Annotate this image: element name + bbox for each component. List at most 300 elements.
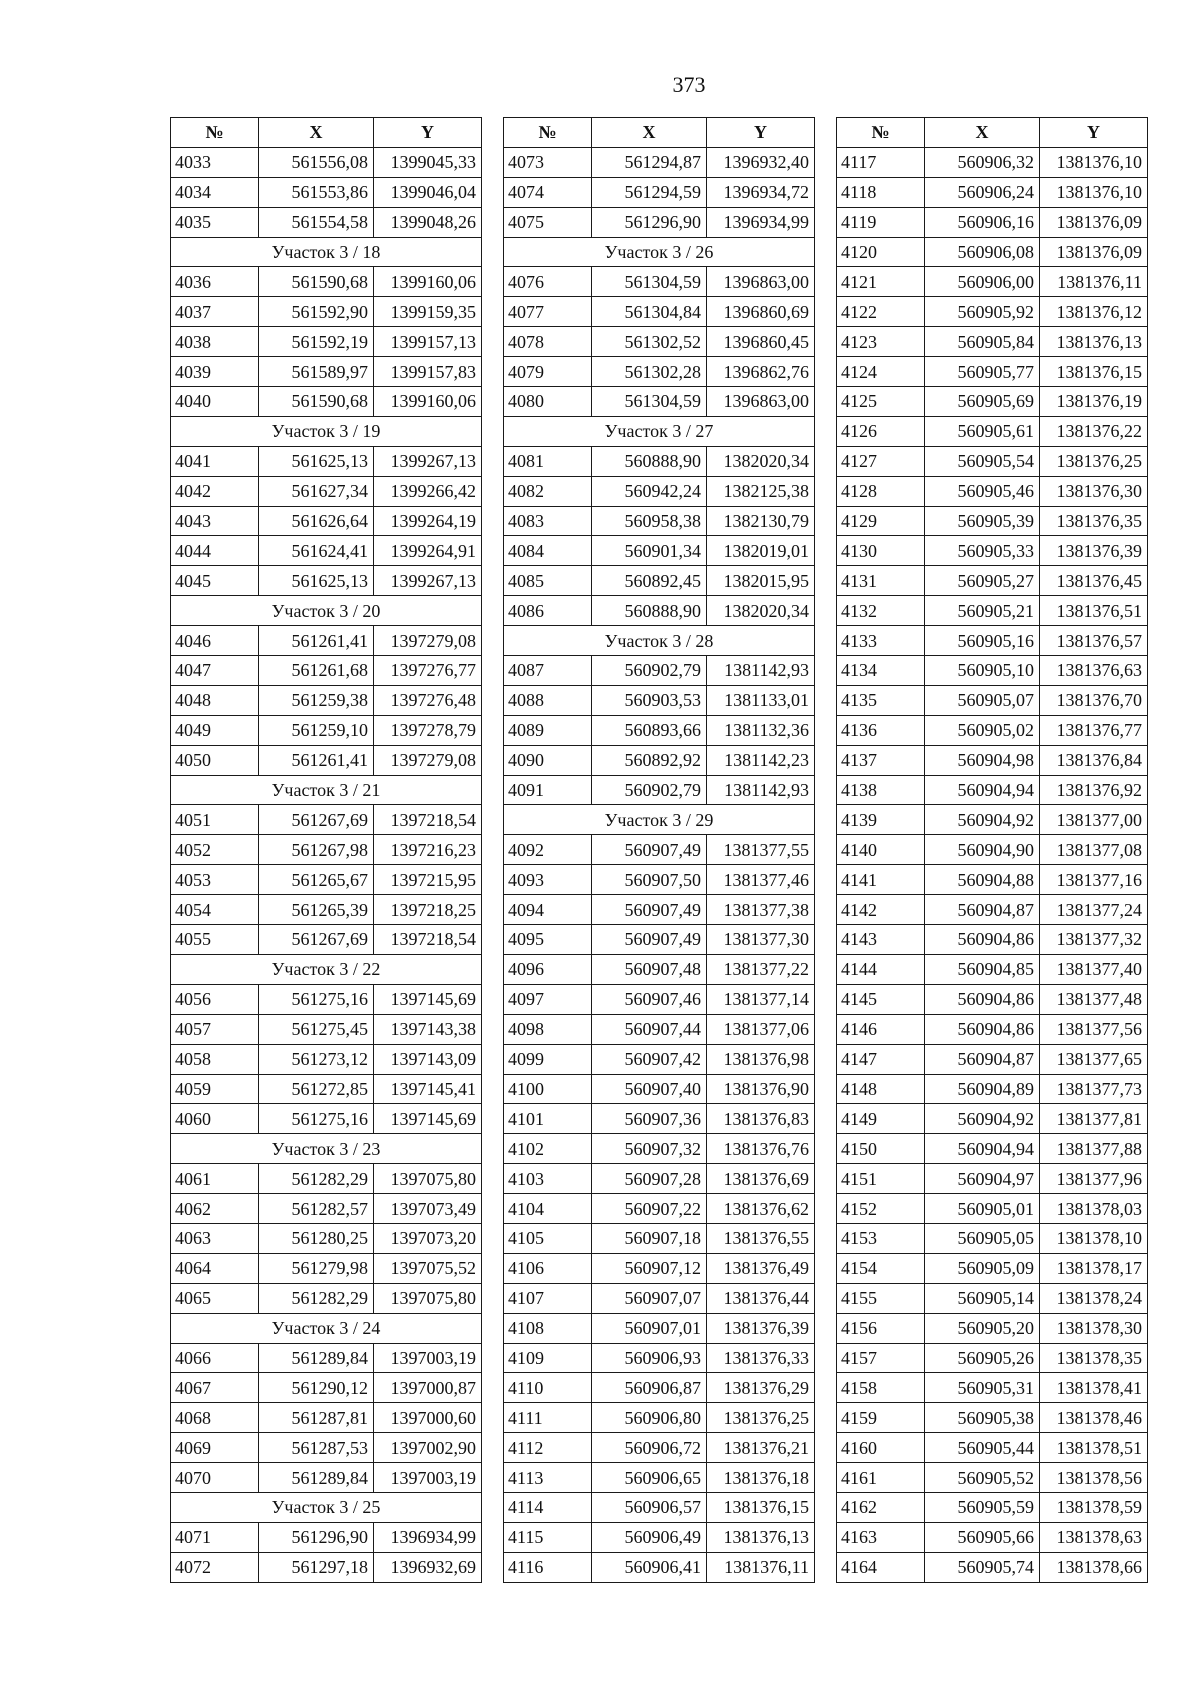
table-row (171, 1044, 482, 1074)
table-row (504, 685, 815, 715)
x-coordinate: 560905,44 (925, 1433, 1040, 1463)
table-row (837, 1104, 1148, 1134)
x-coordinate: 560907,50 (592, 865, 707, 895)
table-row (837, 745, 1148, 775)
x-coordinate: 560905,07 (925, 685, 1040, 715)
y-coordinate: 1381377,00 (1040, 805, 1148, 835)
point-number: 4153 (837, 1223, 925, 1253)
x-coordinate: 560906,00 (925, 267, 1040, 297)
table-row (171, 506, 482, 536)
point-number: 4107 (504, 1283, 592, 1313)
x-coordinate: 560905,69 (925, 387, 1040, 417)
y-coordinate: 1397003,19 (374, 1343, 482, 1373)
point-number: 4110 (504, 1373, 592, 1403)
y-coordinate: 1381377,65 (1040, 1044, 1148, 1074)
y-coordinate: 1381376,84 (1040, 745, 1148, 775)
table-row (171, 1104, 482, 1134)
y-coordinate: 1381376,39 (1040, 536, 1148, 566)
point-number: 4069 (171, 1433, 259, 1463)
x-coordinate: 560905,38 (925, 1403, 1040, 1433)
x-coordinate: 560904,94 (925, 775, 1040, 805)
point-number: 4159 (837, 1403, 925, 1433)
point-number: 4061 (171, 1164, 259, 1194)
table-row (837, 357, 1148, 387)
point-number: 4163 (837, 1522, 925, 1552)
x-coordinate: 560904,92 (925, 805, 1040, 835)
x-coordinate: 560904,89 (925, 1074, 1040, 1104)
section-title: Участок 3 / 19 (171, 416, 482, 446)
y-coordinate: 1381376,70 (1040, 685, 1148, 715)
point-number: 4064 (171, 1253, 259, 1283)
x-coordinate: 560906,49 (592, 1522, 707, 1552)
y-coordinate: 1381378,41 (1040, 1373, 1148, 1403)
x-coordinate: 560905,14 (925, 1283, 1040, 1313)
table-row (504, 1104, 815, 1134)
section-title: Участок 3 / 29 (504, 805, 815, 835)
table-row (837, 566, 1148, 596)
table-row (837, 297, 1148, 327)
y-coordinate: 1382020,34 (707, 446, 815, 476)
y-coordinate: 1397143,09 (374, 1044, 482, 1074)
point-number: 4155 (837, 1283, 925, 1313)
point-number: 4085 (504, 566, 592, 596)
table-row (504, 357, 815, 387)
x-coordinate: 560906,24 (925, 177, 1040, 207)
point-number: 4115 (504, 1522, 592, 1552)
table-row (504, 446, 815, 476)
y-coordinate: 1381376,19 (1040, 387, 1148, 417)
table-row (504, 147, 815, 177)
point-number: 4126 (837, 416, 925, 446)
point-number: 4127 (837, 446, 925, 476)
x-coordinate: 560904,86 (925, 1014, 1040, 1044)
x-coordinate: 560905,77 (925, 357, 1040, 387)
header-number: № (171, 118, 259, 148)
y-coordinate: 1381376,62 (707, 1194, 815, 1224)
x-coordinate: 560942,24 (592, 476, 707, 506)
table-row (171, 656, 482, 686)
point-number: 4044 (171, 536, 259, 566)
x-coordinate: 560902,79 (592, 775, 707, 805)
y-coordinate: 1381376,12 (1040, 297, 1148, 327)
table-row (504, 1223, 815, 1253)
table-row (504, 925, 815, 955)
table-row (837, 1074, 1148, 1104)
y-coordinate: 1382130,79 (707, 506, 815, 536)
x-coordinate: 560907,18 (592, 1223, 707, 1253)
table-row (171, 1343, 482, 1373)
y-coordinate: 1381378,17 (1040, 1253, 1148, 1283)
point-number: 4135 (837, 685, 925, 715)
table-row (171, 805, 482, 835)
point-number: 4072 (171, 1552, 259, 1582)
header-x: X (259, 118, 374, 148)
point-number: 4080 (504, 387, 592, 417)
x-coordinate: 560905,20 (925, 1313, 1040, 1343)
y-coordinate: 1397075,52 (374, 1253, 482, 1283)
table-row (837, 805, 1148, 835)
x-coordinate: 561289,84 (259, 1463, 374, 1493)
x-coordinate: 560907,42 (592, 1044, 707, 1074)
point-number: 4094 (504, 895, 592, 925)
point-number: 4122 (837, 297, 925, 327)
y-coordinate: 1399159,35 (374, 297, 482, 327)
y-coordinate: 1381376,77 (1040, 715, 1148, 745)
x-coordinate: 560904,88 (925, 865, 1040, 895)
x-coordinate: 561302,28 (592, 357, 707, 387)
point-number: 4099 (504, 1044, 592, 1074)
y-coordinate: 1381376,45 (1040, 566, 1148, 596)
x-coordinate: 560906,65 (592, 1463, 707, 1493)
x-coordinate: 560907,01 (592, 1313, 707, 1343)
point-number: 4111 (504, 1403, 592, 1433)
y-coordinate: 1381376,33 (707, 1343, 815, 1373)
table-row (504, 745, 815, 775)
point-number: 4041 (171, 446, 259, 476)
x-coordinate: 560906,16 (925, 207, 1040, 237)
x-coordinate: 561294,87 (592, 147, 707, 177)
table-row (504, 177, 815, 207)
point-number: 4058 (171, 1044, 259, 1074)
point-number: 4063 (171, 1223, 259, 1253)
table-header-row (837, 118, 1148, 148)
point-number: 4116 (504, 1552, 592, 1582)
point-number: 4043 (171, 506, 259, 536)
section-row (171, 596, 482, 626)
table-row (504, 954, 815, 984)
x-coordinate: 560905,16 (925, 626, 1040, 656)
table-row (504, 1164, 815, 1194)
section-title: Участок 3 / 22 (171, 954, 482, 984)
section-title: Участок 3 / 23 (171, 1134, 482, 1164)
x-coordinate: 560904,90 (925, 835, 1040, 865)
table-row (504, 715, 815, 745)
y-coordinate: 1381377,56 (1040, 1014, 1148, 1044)
point-number: 4114 (504, 1492, 592, 1522)
y-coordinate: 1381378,10 (1040, 1223, 1148, 1253)
table-row (171, 1522, 482, 1552)
y-coordinate: 1399160,06 (374, 387, 482, 417)
y-coordinate: 1397000,60 (374, 1403, 482, 1433)
y-coordinate: 1397075,80 (374, 1164, 482, 1194)
table-row (837, 954, 1148, 984)
table-row (837, 147, 1148, 177)
x-coordinate: 561592,90 (259, 297, 374, 327)
y-coordinate: 1397279,08 (374, 626, 482, 656)
point-number: 4036 (171, 267, 259, 297)
point-number: 4090 (504, 745, 592, 775)
point-number: 4087 (504, 656, 592, 686)
point-number: 4108 (504, 1313, 592, 1343)
point-number: 4137 (837, 745, 925, 775)
x-coordinate: 560904,97 (925, 1164, 1040, 1194)
x-coordinate: 560907,12 (592, 1253, 707, 1283)
table-row (171, 1253, 482, 1283)
point-number: 4140 (837, 835, 925, 865)
point-number: 4098 (504, 1014, 592, 1044)
x-coordinate: 561275,16 (259, 1104, 374, 1134)
point-number: 4071 (171, 1522, 259, 1552)
table-row (837, 1223, 1148, 1253)
y-coordinate: 1381376,55 (707, 1223, 815, 1253)
x-coordinate: 560907,49 (592, 835, 707, 865)
table-row (837, 596, 1148, 626)
x-coordinate: 561261,68 (259, 656, 374, 686)
point-number: 4081 (504, 446, 592, 476)
y-coordinate: 1381378,24 (1040, 1283, 1148, 1313)
y-coordinate: 1381376,21 (707, 1433, 815, 1463)
table-row (837, 685, 1148, 715)
table-row (504, 267, 815, 297)
x-coordinate: 560907,46 (592, 984, 707, 1014)
y-coordinate: 1397075,80 (374, 1283, 482, 1313)
table-row (171, 1373, 482, 1403)
table-row (171, 387, 482, 417)
coordinates-table-3 (836, 117, 1148, 1583)
y-coordinate: 1381377,24 (1040, 895, 1148, 925)
table-row (171, 566, 482, 596)
point-number: 4157 (837, 1343, 925, 1373)
table-row (504, 1194, 815, 1224)
point-number: 4109 (504, 1343, 592, 1373)
y-coordinate: 1381377,81 (1040, 1104, 1148, 1134)
y-coordinate: 1397003,19 (374, 1463, 482, 1493)
section-row (171, 1492, 482, 1522)
table-row (171, 1552, 482, 1582)
y-coordinate: 1381376,09 (1040, 237, 1148, 267)
x-coordinate: 561259,10 (259, 715, 374, 745)
table-row (837, 1403, 1148, 1433)
y-coordinate: 1397000,87 (374, 1373, 482, 1403)
table-row (171, 267, 482, 297)
point-number: 4077 (504, 297, 592, 327)
y-coordinate: 1381378,51 (1040, 1433, 1148, 1463)
table-row (171, 536, 482, 566)
x-coordinate: 561625,13 (259, 446, 374, 476)
y-coordinate: 1381376,35 (1040, 506, 1148, 536)
table-row (171, 865, 482, 895)
y-coordinate: 1381377,14 (707, 984, 815, 1014)
table-row (504, 1492, 815, 1522)
y-coordinate: 1381378,56 (1040, 1463, 1148, 1493)
table-row (837, 1134, 1148, 1164)
point-number: 4070 (171, 1463, 259, 1493)
y-coordinate: 1381378,59 (1040, 1492, 1148, 1522)
x-coordinate: 561289,84 (259, 1343, 374, 1373)
y-coordinate: 1381376,10 (1040, 147, 1148, 177)
table-row (171, 1194, 482, 1224)
table-body (837, 147, 1148, 1582)
y-coordinate: 1397143,38 (374, 1014, 482, 1044)
section-title: Участок 3 / 26 (504, 237, 815, 267)
table-row (837, 1283, 1148, 1313)
point-number: 4100 (504, 1074, 592, 1104)
table-row (837, 984, 1148, 1014)
point-number: 4105 (504, 1223, 592, 1253)
point-number: 4121 (837, 267, 925, 297)
point-number: 4146 (837, 1014, 925, 1044)
y-coordinate: 1381376,29 (707, 1373, 815, 1403)
x-coordinate: 560907,48 (592, 954, 707, 984)
x-coordinate: 560907,28 (592, 1164, 707, 1194)
y-coordinate: 1381376,57 (1040, 626, 1148, 656)
point-number: 4076 (504, 267, 592, 297)
table-row (837, 1014, 1148, 1044)
x-coordinate: 560904,94 (925, 1134, 1040, 1164)
section-title: Участок 3 / 28 (504, 626, 815, 656)
y-coordinate: 1397073,20 (374, 1223, 482, 1253)
point-number: 4162 (837, 1492, 925, 1522)
header-y: Y (374, 118, 482, 148)
point-number: 4136 (837, 715, 925, 745)
x-coordinate: 560904,92 (925, 1104, 1040, 1134)
table-row (504, 775, 815, 805)
x-coordinate: 561280,25 (259, 1223, 374, 1253)
table-row (504, 1373, 815, 1403)
y-coordinate: 1397218,25 (374, 895, 482, 925)
table-row (504, 1403, 815, 1433)
table-row (504, 1463, 815, 1493)
y-coordinate: 1396860,69 (707, 297, 815, 327)
y-coordinate: 1381377,32 (1040, 925, 1148, 955)
x-coordinate: 561273,12 (259, 1044, 374, 1074)
point-number: 4141 (837, 865, 925, 895)
x-coordinate: 561272,85 (259, 1074, 374, 1104)
y-coordinate: 1381133,01 (707, 685, 815, 715)
point-number: 4151 (837, 1164, 925, 1194)
table-row (837, 925, 1148, 955)
x-coordinate: 560907,22 (592, 1194, 707, 1224)
y-coordinate: 1399045,33 (374, 147, 482, 177)
y-coordinate: 1381377,06 (707, 1014, 815, 1044)
table-row (171, 297, 482, 327)
x-coordinate: 560905,27 (925, 566, 1040, 596)
y-coordinate: 1381132,36 (707, 715, 815, 745)
x-coordinate: 560904,86 (925, 925, 1040, 955)
y-coordinate: 1381376,30 (1040, 476, 1148, 506)
x-coordinate: 560905,33 (925, 536, 1040, 566)
table-row (837, 506, 1148, 536)
point-number: 4145 (837, 984, 925, 1014)
y-coordinate: 1381142,93 (707, 775, 815, 805)
point-number: 4073 (504, 147, 592, 177)
table-row (837, 1253, 1148, 1283)
table-row (504, 327, 815, 357)
y-coordinate: 1381377,46 (707, 865, 815, 895)
y-coordinate: 1381377,22 (707, 954, 815, 984)
y-coordinate: 1381376,49 (707, 1253, 815, 1283)
table-row (837, 387, 1148, 417)
x-coordinate: 561624,41 (259, 536, 374, 566)
y-coordinate: 1381376,90 (707, 1074, 815, 1104)
x-coordinate: 561282,29 (259, 1164, 374, 1194)
table-row (504, 865, 815, 895)
y-coordinate: 1381378,35 (1040, 1343, 1148, 1373)
x-coordinate: 561279,98 (259, 1253, 374, 1283)
table-row (171, 357, 482, 387)
x-coordinate: 560905,74 (925, 1552, 1040, 1582)
table-row (504, 1134, 815, 1164)
point-number: 4149 (837, 1104, 925, 1134)
x-coordinate: 560893,66 (592, 715, 707, 745)
x-coordinate: 560907,40 (592, 1074, 707, 1104)
point-number: 4152 (837, 1194, 925, 1224)
y-coordinate: 1399157,13 (374, 327, 482, 357)
y-coordinate: 1381376,18 (707, 1463, 815, 1493)
x-coordinate: 561259,38 (259, 685, 374, 715)
x-coordinate: 561304,59 (592, 387, 707, 417)
point-number: 4042 (171, 476, 259, 506)
coordinates-table-1 (170, 117, 482, 1583)
x-coordinate: 560907,32 (592, 1134, 707, 1164)
table-row (171, 476, 482, 506)
point-number: 4065 (171, 1283, 259, 1313)
point-number: 4154 (837, 1253, 925, 1283)
table-row (171, 1223, 482, 1253)
point-number: 4059 (171, 1074, 259, 1104)
x-coordinate: 560905,59 (925, 1492, 1040, 1522)
y-coordinate: 1381376,25 (707, 1403, 815, 1433)
x-coordinate: 561294,59 (592, 177, 707, 207)
y-coordinate: 1381376,92 (1040, 775, 1148, 805)
y-coordinate: 1381377,16 (1040, 865, 1148, 895)
y-coordinate: 1381377,96 (1040, 1164, 1148, 1194)
x-coordinate: 560905,10 (925, 656, 1040, 686)
point-number: 4161 (837, 1463, 925, 1493)
y-coordinate: 1381376,83 (707, 1104, 815, 1134)
x-coordinate: 560906,41 (592, 1552, 707, 1582)
x-coordinate: 561296,90 (592, 207, 707, 237)
y-coordinate: 1381378,03 (1040, 1194, 1148, 1224)
point-number: 4074 (504, 177, 592, 207)
x-coordinate: 561265,39 (259, 895, 374, 925)
table-row (171, 895, 482, 925)
x-coordinate: 560905,02 (925, 715, 1040, 745)
table-row (504, 207, 815, 237)
x-coordinate: 560905,26 (925, 1343, 1040, 1373)
section-title: Участок 3 / 25 (171, 1492, 482, 1522)
table-row (837, 1463, 1148, 1493)
x-coordinate: 560905,01 (925, 1194, 1040, 1224)
y-coordinate: 1382020,34 (707, 596, 815, 626)
table-row (504, 387, 815, 417)
x-coordinate: 561267,98 (259, 835, 374, 865)
section-row (171, 954, 482, 984)
point-number: 4092 (504, 835, 592, 865)
section-title: Участок 3 / 21 (171, 775, 482, 805)
x-coordinate: 561282,29 (259, 1283, 374, 1313)
header-x: X (592, 118, 707, 148)
point-number: 4117 (837, 147, 925, 177)
y-coordinate: 1397216,23 (374, 835, 482, 865)
point-number: 4143 (837, 925, 925, 955)
x-coordinate: 561556,08 (259, 147, 374, 177)
point-number: 4054 (171, 895, 259, 925)
point-number: 4142 (837, 895, 925, 925)
x-coordinate: 560905,61 (925, 416, 1040, 446)
section-row (171, 775, 482, 805)
table-row (837, 835, 1148, 865)
table-row (171, 715, 482, 745)
section-row (171, 237, 482, 267)
x-coordinate: 560904,87 (925, 895, 1040, 925)
y-coordinate: 1397279,08 (374, 745, 482, 775)
y-coordinate: 1396863,00 (707, 387, 815, 417)
point-number: 4133 (837, 626, 925, 656)
x-coordinate: 560906,72 (592, 1433, 707, 1463)
point-number: 4089 (504, 715, 592, 745)
table-row (171, 685, 482, 715)
